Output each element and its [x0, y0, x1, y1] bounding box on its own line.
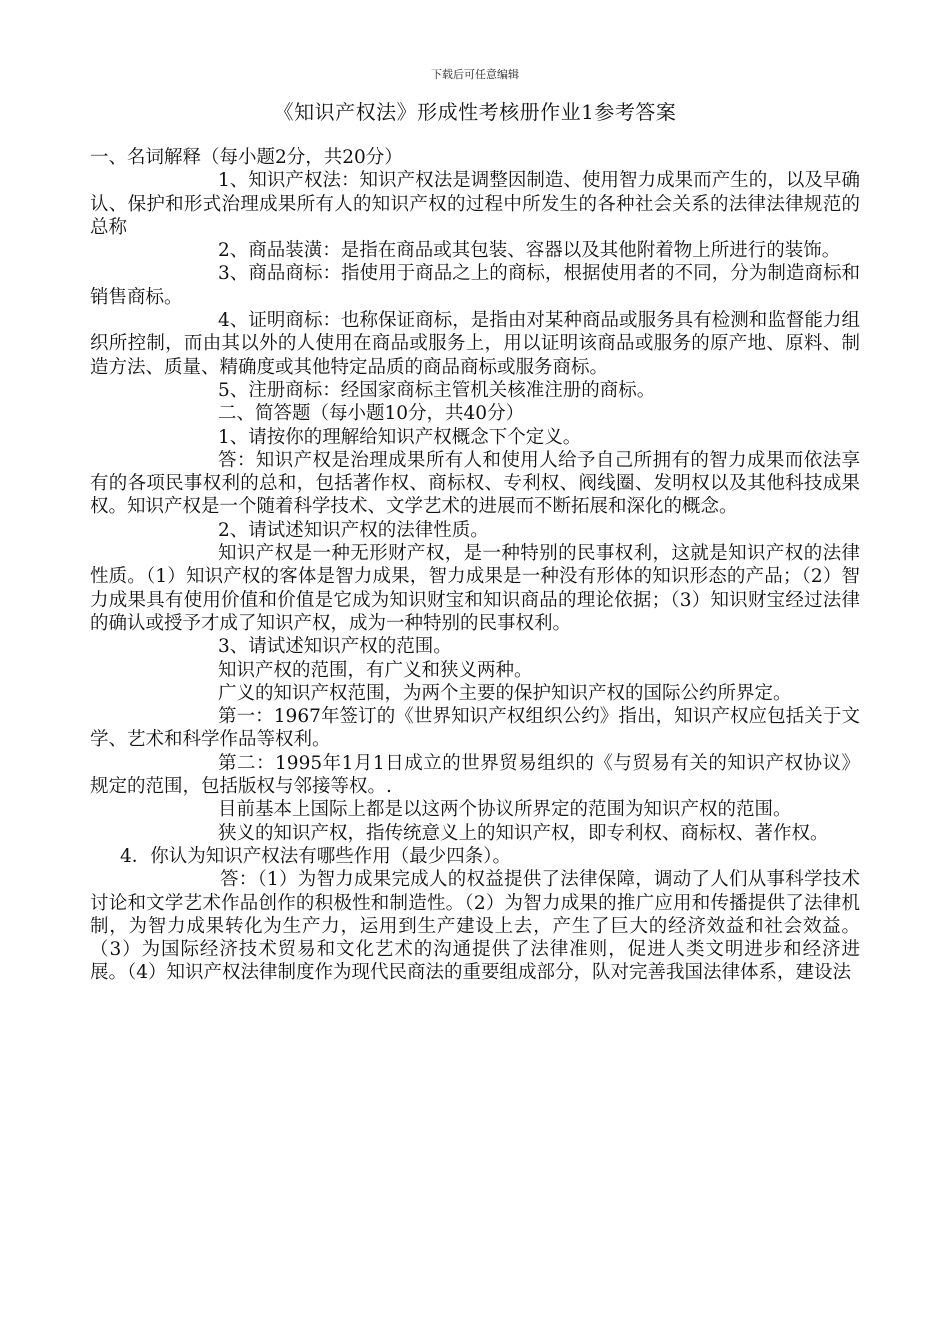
paragraph: 一、名词解释（每小题2分，共20分）	[90, 147, 403, 168]
paragraph: 1、知识产权法：知识产权法是调整因制造、使用智力成果而产生的，以及早确认、保护和形式治理成果所有人的知识产权的过程中所发生的各种社会关系的法律法律规范的总称	[90, 170, 860, 238]
paragraph: 目前基本上国际上都是以这两个协议所界定的范围为知识产权的范围。	[218, 799, 792, 821]
paragraph: 答：（1）为智力成果完成人的权益提供了法律保障，调动了人们从事科学技术讨论和文学艺术作品创作的积极性和制造性。（2）为智力成果的推广应用和传播提供了法律机制，为智力成果转化为生产力，运用到生产建设上去，产生了巨大的经济效益和社会效益。（3）为国际经济技术贸易和文化艺术的沟通提供了法律准则，促进人类文明进步和经济进展。（4）知识产权法律制度作为现代民商法的重要组成部分，队对完善我国法律体系，建设法	[90, 869, 860, 984]
paragraph: 第一：1967年签订的《世界知识产权组织公约》指出，知识产权应包括关于文学、艺术和科学作品等权利。	[90, 706, 860, 751]
paragraph: 狭义的知识产权，指传统意义上的知识产权，即专利权、商标权、著作权。	[218, 822, 829, 844]
paragraph: 3、商品商标：指使用于商品之上的商标，根据使用者的不同，分为制造商标和销售商标。	[90, 263, 860, 308]
paragraph: 3、请试述知识产权的范围。	[218, 636, 452, 658]
document-body	[90, 146, 860, 985]
paragraph: 二、简答题（每小题10分，共40分）	[218, 403, 525, 425]
paragraph: 答：知识产权是治理成果所有人和使用人给予自己所拥有的智力成果而依法享有的各项民事权利的总和，包括著作权、商标权、专利权、阀线圈、发明权以及其他科技成果权。知识产权是一个随着科学技术、文学艺术的进展而不断拓展和深化的概念。	[90, 449, 860, 518]
paragraph: 第二：1995年1月1日成立的世界贸易组织的《与贸易有关的知识产权协议》规定的范围，包括版权与邻接等权。.	[90, 752, 860, 798]
paragraph: 1、请按你的理解给知识产权概念下个定义。	[218, 426, 582, 448]
paragraph: 4．你认为知识产权法有哪些作用（最少四条）。	[120, 845, 512, 867]
paragraph: 5、注册商标：经国家商标主管机关核准注册的商标。	[218, 379, 656, 401]
paragraph: 2、请试述知识产权的法律性质。	[218, 519, 489, 541]
page-header: 下载后可任意编辑	[431, 68, 519, 81]
document-title: 《知识产权法》形成性考核册作业1参考答案	[273, 100, 677, 124]
paragraph: 知识产权是一种无形财产权，是一种特别的民事权利，这就是知识产权的法律性质。（1）知识产权的客体是智力成果，智力成果是一种没有形体的知识形态的产品；（2）智力成果具有使用价值和价值是它成为知识财宝和知识商品的理论依据；（3）知识财宝经过法律的确认或授予才成了知识产权，成为一种特别的民事权利。	[90, 543, 860, 634]
paragraph: 4、证明商标：也称保证商标，是指由对某种商品或服务具有检测和监督能力组织所控制，而由其以外的人使用在商品或服务上，用以证明该商品或服务的原产地、原料、制造方法、质量、精确度或其他特定品质的商品商标或服务商标。	[90, 310, 860, 378]
paragraph: 知识产权的范围，有广义和狭义两种。	[218, 659, 533, 681]
paragraph: 2、商品装潢：是指在商品或其包装、容器以及其他附着物上所进行的装饰。	[218, 240, 841, 262]
paragraph: 广义的知识产权范围，为两个主要的保护知识产权的国际公约所界定。	[218, 682, 792, 704]
